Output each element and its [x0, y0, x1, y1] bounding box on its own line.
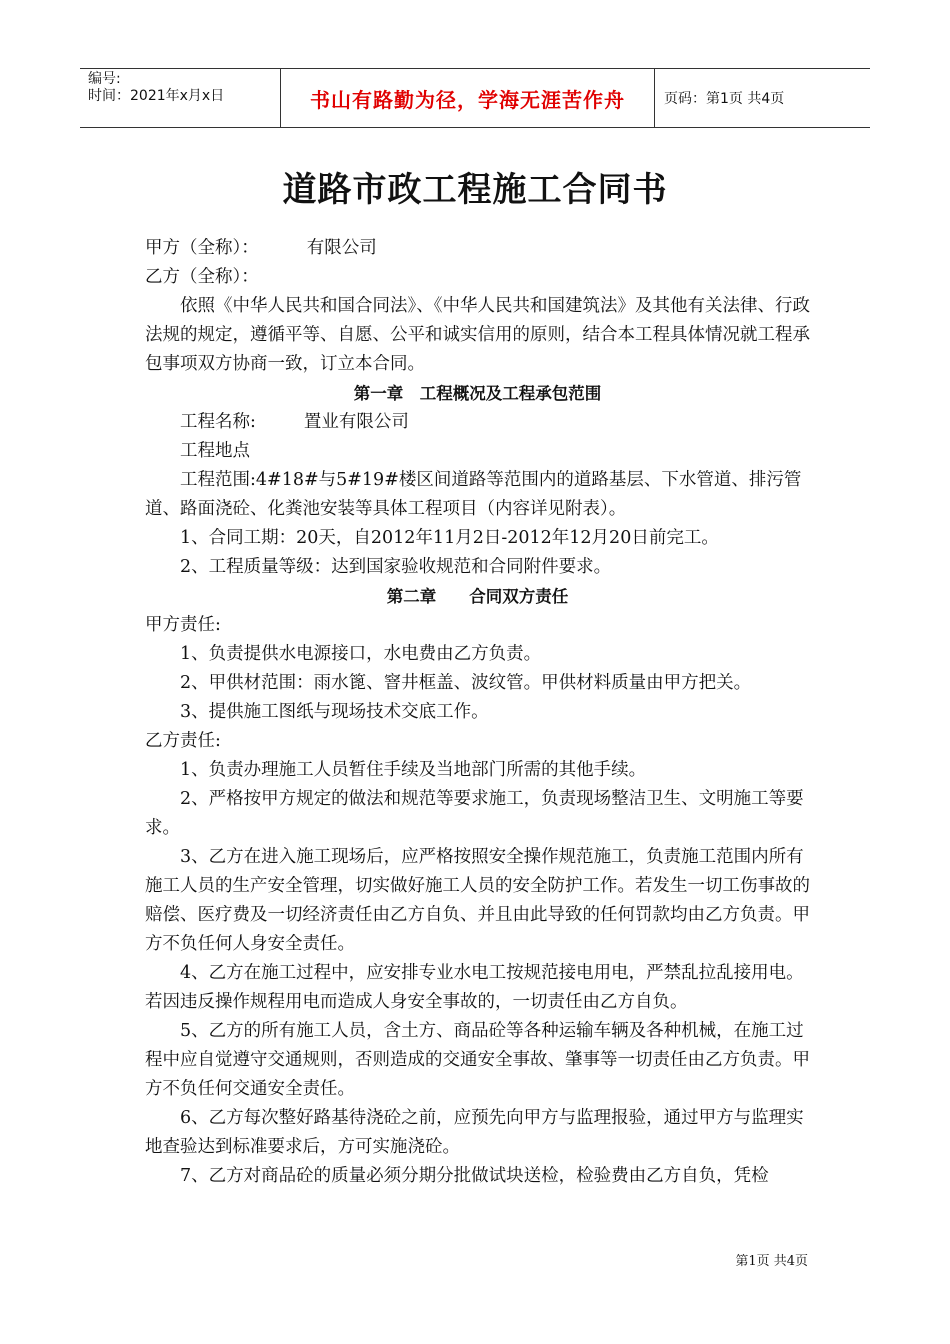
party-b-item: 4、乙方在施工过程中，应安排专业水电工按规范接电用电，严禁乱拉乱接用电。若因违反操作规程用电而造成人身安全事故的，一切责任由乙方自负。: [145, 963, 804, 1012]
number-label: 编号:: [88, 71, 121, 87]
project-name: 置业有限公司: [303, 412, 409, 432]
project-name-label: 工程名称:: [180, 412, 256, 432]
party-a-resp-label: 甲方责任:: [145, 615, 221, 635]
intro-paragraph: 依照《中华人民共和国合同法》、《中华人民共和国建筑法》及其他有关法律、行政法规的规定，遵循平等、自愿、公平和诚实信用的原则，结合本工程具体情况就工程承包事项双方协商一致，订立本合同。: [145, 296, 810, 374]
project-scope: 工程范围:4#18#与5#19#楼区间道路等范围内的道路基层、下水管道、排污管道、路面浇砼、化粪池安装等具体工程项目（内容详见附表）。: [145, 470, 802, 519]
chapter-1-item-1: 1、合同工期：20天，自2012年11月2日-2012年12月20日前完工。: [180, 528, 719, 548]
party-a-item: 2、甲供材范围：雨水篦、窨井框盖、波纹管。甲供材料质量由甲方把关。: [180, 673, 752, 693]
party-b-item: 2、严格按甲方规定的做法和规范等要求施工，负责现场整洁卫生、文明施工等要求。: [145, 789, 804, 838]
header-meta: [88, 71, 224, 105]
page-footer: 第1页 共4页: [735, 1254, 808, 1269]
party-b-item: 5、乙方的所有施工人员，含土方、商品砼等各种运输车辆及各种机械，在施工过程中应自觉遵守交通规则，否则造成的交通安全事故、肇事等一切责任由乙方负责。甲方不负任何交通安全责任。: [145, 1021, 810, 1099]
party-b-line: 乙方（全称）：: [145, 267, 259, 287]
party-b-item: 6、乙方每次整好路基待浇砼之前，应预先向甲方与监理报验，通过甲方与监理实地查验达到标准要求后，方可实施浇砼。: [145, 1108, 804, 1157]
chapter-1-item-2: 2、工程质量等级：达到国家验收规范和合同附件要求。: [180, 557, 612, 577]
party-a-item: 1、负责提供水电源接口，水电费由乙方负责。: [180, 644, 542, 664]
project-location: 工程地点: [180, 441, 250, 461]
party-b-item: 3、乙方在进入施工现场后，应严格按照安全操作规范施工，负责施工范围内所有施工人员的生产安全管理，切实做好施工人员的安全防护工作。若发生一切工伤事故的赔偿、医疗费及一切经济责任由乙方自负、并且由此导致的任何罚款均由乙方负责。甲方不负任何人身安全责任。: [145, 847, 810, 954]
header-page-info: 页码：第1页 共4页: [664, 91, 785, 107]
party-a-label: 甲方（全称）：: [145, 238, 259, 258]
party-a-name: 有限公司: [306, 238, 377, 258]
party-b-item: 1、负责办理施工人员暂住手续及当地部门所需的其他手续。: [180, 760, 647, 780]
document-title: 道路市政工程施工合同书: [282, 170, 668, 210]
party-b-resp-label: 乙方责任:: [145, 731, 221, 751]
project-name-line: [145, 408, 810, 437]
chapter-2-heading: 第二章 合同双方责任: [386, 587, 569, 606]
party-a-line: [145, 234, 810, 263]
time-label: 时间：2021年x月x日: [88, 88, 225, 104]
party-a-item: 3、提供施工图纸与现场技术交底工作。: [180, 702, 489, 722]
party-b-item: 7、乙方对商品砼的质量必须分期分批做试块送检，检验费由乙方自负，凭检: [180, 1166, 769, 1186]
page-header: [80, 68, 870, 128]
document-body: [145, 234, 810, 1191]
chapter-1-heading: 第一章 工程概况及工程承包范围: [353, 384, 602, 403]
header-slogan: 书山有路勤为径，学海无涯苦作舟: [280, 69, 655, 127]
